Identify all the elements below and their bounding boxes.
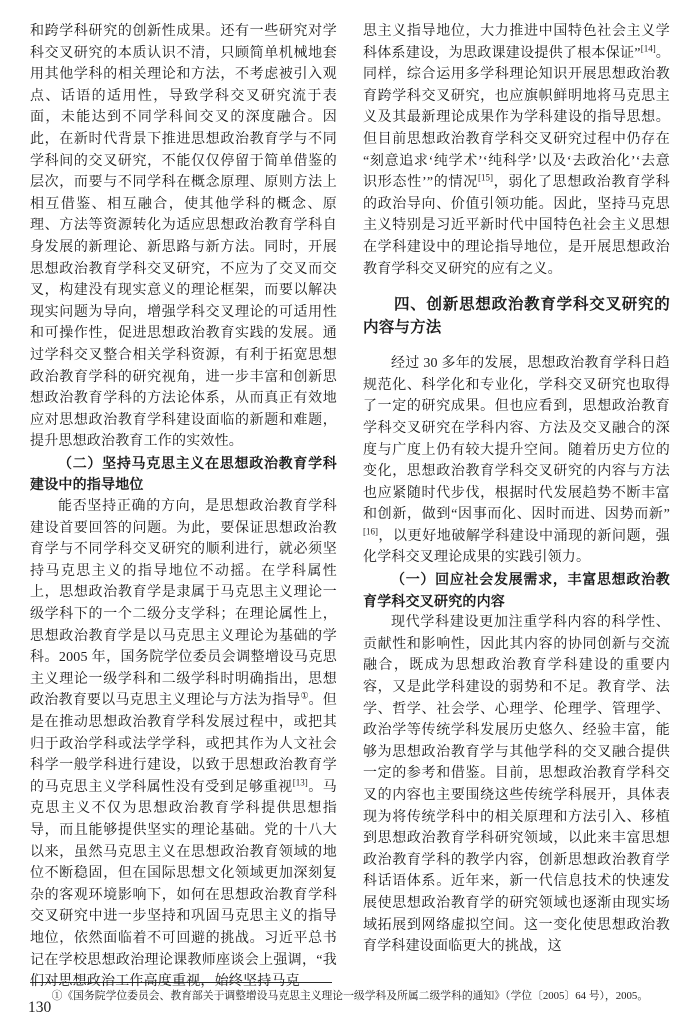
text-run: 和跨学科研究的创新性成果。还有一些研究对学科交叉研究的本质认识不清，只顾简单机械地套用其他学科的相关理论和方法，不考虑被引入观点、话语的适用性，导致学科交叉研究流于表面，未能达到不同学科间交叉的深度融合。因此，在新时代背景下推进思想政治教育学与不同学科间的交叉研究，不能仅仅停留于简单借鉴的层次，而要与不同学科在概念原理、原则方法上相互借鉴、相互融合，使其他学科的概念、原理、方法等资源转化为适应思想政治教育学科自身发展的新理论、新思路与新方法。同时，开展思想政治教育学科交叉研究，不应为了交叉而交叉，构建没有现实意义的理论框架，而要以解决现实问题为导向，增强学科交叉理论的可适用性和可操作性，促进思想政治教育实践的发展。通过学科交叉整合相关学科资源，有利于拓宽思想政治教育学科的研究视角，进一步丰富和创新思想政治教育学科的方法论体系，从而真正有效地应对思想政治教育学科建设面临的新题和难题，提升思想政治教育工作的实效性。	[30, 24, 337, 450]
citation-superscript: [14]	[640, 42, 656, 53]
page-number: 130	[28, 999, 52, 1016]
text-run: （一）回应社会发展需求，丰富思想政治教育学科交叉研究的内容	[363, 571, 670, 609]
text-run: 经过 30 多年的发展，思想政治教育学科日趋规范化、科学化和专业化，学科交叉研究也取得了一定的研究成果。但也应看到，思想政治教育学科交叉研究在学科内容、方法及交叉融合的深度与广度上仍有较大提升空间。随着历史方位的变化，思想政治教育学科交叉研究的内容与方法也应紧随时代步伐，根据时代发展趋势不断丰富和创新，做到“因事而化、因时而进、因势而新”	[363, 356, 670, 523]
text-run: （二）坚持马克思主义在思想政治教育学科建设中的指导地位	[30, 454, 337, 493]
text-column-left	[30, 21, 337, 993]
subheading	[30, 453, 337, 496]
text-run: 。同样，综合运用多学科理论知识开展思想政治教育跨学科交叉研究，也应旗帜鲜明地将马克思主义及其最新理论成果作为学科建设的指导思想。但目前思想政治教育学科交叉研究过程中仍存在“刻意追求‘纯学术’‘纯科学’以及‘去政治化’‘去意识形态性’”的情况	[363, 45, 670, 191]
paragraph	[30, 21, 337, 453]
paragraph	[363, 612, 670, 958]
paragraph	[363, 353, 670, 569]
subheading	[363, 569, 670, 612]
citation-superscript: ①	[300, 690, 309, 701]
text-run: 四、创新思想政治教育学科交叉研究的内容与方法	[363, 296, 670, 337]
citation-superscript: [16]	[363, 526, 378, 537]
text-run: 。但是在推动思想政治教育学科发展过程中，或把其归于政治学科或法学学科，或把其作为人文社会科学一般学科进行建设，以致于思想政治教育学的马克思主义学科属性没有受到足够重视	[30, 693, 337, 795]
citation-superscript: [13]	[292, 777, 308, 788]
text-run: ，弱化了思想政治教育学科的政治导向、价值引领功能。因此，坚持马克思主义特别是习近平新时代中国特色社会主义思想在学科建设中的理论指导地位，是开展思想政治教育学科交叉研究的应有之义。	[363, 175, 670, 277]
text-run: 现代学科建设更加注重学科内容的科学性、贡献性和影响性，因此其内容的协同创新与交流融合，既成为思想政治教育学科建设的重要内容，又是此学科建设的弱势和不足。教育学、法学、哲学、社会学、心理学、伦理学、管理学、政治学等传统学科发展历史悠久、经验丰富，能够为思想政治教育学与其他学科的交叉融合提供一定的参考和借鉴。目前，思想政治教育学科交叉的内容也主要围绕这些传统学科展开，具体表现为将传统学科中的相关原理和方法引入、移植到思想政治教育学科研究领域，以此来丰富思想政治教育学科的教学内容，创新思想政治教育学科话语体系。近年来，新一代信息技术的快速发展使思想政治教育学的研究领域也逐渐由现实场域拓展到网络虚拟空间。这一变化使思想政治教育学科建设面临更大的挑战，这	[363, 615, 670, 955]
text-column-right	[363, 21, 670, 993]
text-run: 能否坚持正确的方向，是思想政治教育学科建设首要回答的问题。为此，要保证思想政治教育学与不同学科交叉研究的顺利进行，就必须坚持马克思主义的指导地位不动摇。在学科属性上，思想政治教育学是隶属于马克思主义理论一级学科下的一个二级分支学科；在理论属性上，思想政治教育学是以马克思主义理论为基础的学科。2005 年，国务院学位委员会调整增设马克思主义理论一级学科和二级学科时明确指出，思想政治教育要以马克思主义理论与方法为指导	[30, 499, 337, 709]
text-run: ，以更好地破解学科建设中涌现的新问题，强化学科交叉理论成果的实践引领力。	[363, 528, 670, 566]
footnote-area	[30, 982, 670, 1003]
section-heading	[363, 293, 670, 339]
paragraph	[30, 496, 337, 993]
footnote-separator	[30, 982, 332, 983]
footnote: ①《国务院学位委员会、教育部关于调整增设马克思主义理论一级学科及所属二级学科的通知》（学位〔2005〕64 号），2005。	[51, 990, 649, 1002]
citation-superscript: [15]	[478, 172, 494, 183]
paragraph	[363, 21, 670, 280]
text-run: 。马克思主义不仅为思想政治教育学科提供思想指导，而且能够提供坚实的理论基础。党的十八大以来，虽然马克思主义在思想政治教育领域的地位不断稳固，但在国际思想文化领域更加深刻复杂的客观环境影响下，如何在思想政治教育学科交叉研究中进一步坚持和巩固马克思主义的指导地位，依然面临着不可回避的挑战。习近平总书记在学校思想政治理论课教师座谈会上强调，“我们对思想政治工作高度重视，始终坚持马克	[30, 779, 337, 990]
text-run: 思主义指导地位，大力推进中国特色社会主义学科体系建设，为思政课建设提供了根本保证”	[363, 24, 670, 61]
